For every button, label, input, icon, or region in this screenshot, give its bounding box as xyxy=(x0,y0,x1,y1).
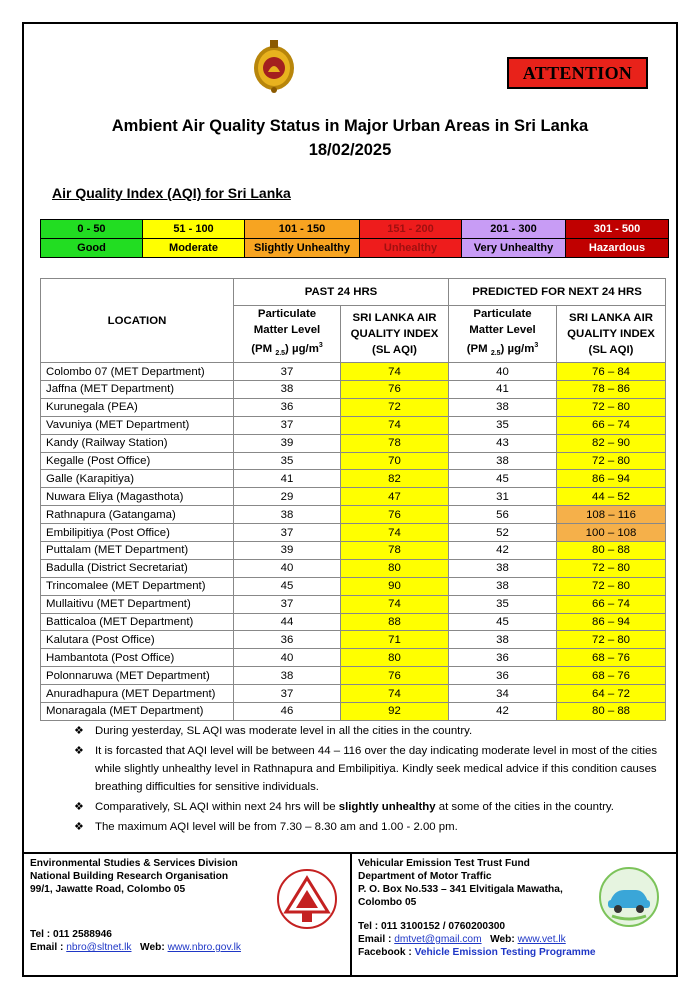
pm-next-cell: 38 xyxy=(449,577,557,595)
pm-past-cell: 37 xyxy=(234,524,341,542)
table-row xyxy=(41,631,666,649)
aqi-next-cell: 80 – 88 xyxy=(557,541,666,559)
nbro-web-link[interactable]: www.nbro.gov.lk xyxy=(167,942,241,953)
aqi-next-cell: 80 – 88 xyxy=(557,703,666,721)
aqi-section-heading: Air Quality Index (AQI) for Sri Lanka xyxy=(52,185,291,201)
aqi-past-cell: 71 xyxy=(341,631,449,649)
vet-email-link[interactable]: dmtvet@gmail.com xyxy=(394,934,482,945)
pm-next-cell: 35 xyxy=(449,595,557,613)
table-row xyxy=(41,488,666,506)
pm-next-cell: 34 xyxy=(449,685,557,703)
aqi-next-cell: 44 – 52 xyxy=(557,488,666,506)
location-cell: Mullaitivu (MET Department) xyxy=(41,595,234,613)
table-row xyxy=(41,667,666,685)
legend-range: 51 - 100 xyxy=(143,220,245,239)
location-cell: Jaffna (MET Department) xyxy=(41,380,234,398)
pm-past-cell: 40 xyxy=(234,559,341,577)
legend-label: Very Unhealthy xyxy=(462,239,566,258)
aqi-past-cell: 88 xyxy=(341,613,449,631)
location-cell: Nuwara Eliya (Magasthota) xyxy=(41,488,234,506)
legend-label: Slightly Unhealthy xyxy=(245,239,360,258)
pm-next-cell: 31 xyxy=(449,488,557,506)
pm-next-cell: 45 xyxy=(449,470,557,488)
pm-past-cell: 39 xyxy=(234,541,341,559)
pm-next-cell: 36 xyxy=(449,649,557,667)
aqi-next-cell: 66 – 74 xyxy=(557,416,666,434)
location-cell: Puttalam (MET Department) xyxy=(41,541,234,559)
aqi-next-cell: 76 – 84 xyxy=(557,363,666,381)
aqi-past-cell: 80 xyxy=(341,649,449,667)
location-cell: Badulla (District Secretariat) xyxy=(41,559,234,577)
pm-next-cell: 35 xyxy=(449,416,557,434)
table-row xyxy=(41,703,666,721)
location-cell: Galle (Karapitiya) xyxy=(41,470,234,488)
location-cell: Polonnaruwa (MET Department) xyxy=(41,667,234,685)
legend-label: Good xyxy=(41,239,143,258)
legend-range: 0 - 50 xyxy=(41,220,143,239)
legend-range: 101 - 150 xyxy=(245,220,360,239)
pm-next-cell: 52 xyxy=(449,524,557,542)
aqi-past-cell: 74 xyxy=(341,416,449,434)
table-row xyxy=(41,595,666,613)
aqi-past-cell: 47 xyxy=(341,488,449,506)
aqi-next-cell: 68 – 76 xyxy=(557,649,666,667)
pm-next-cell: 45 xyxy=(449,613,557,631)
pm-past-cell: 35 xyxy=(234,452,341,470)
pm-past-cell: 29 xyxy=(234,488,341,506)
aqi-next-cell: 66 – 74 xyxy=(557,595,666,613)
nbro-address: Environmental Studies & Services Division National Building Research Organisation 99/1, Jawatte Road, Colombo 05 xyxy=(30,858,238,895)
pm-past-cell: 37 xyxy=(234,685,341,703)
pm-next-cell: 38 xyxy=(449,631,557,649)
table-row xyxy=(41,380,666,398)
notes-list xyxy=(74,722,664,838)
vet-facebook-link[interactable]: Vehicle Emission Testing Programme xyxy=(414,947,596,958)
location-cell: Embilipitiya (Post Office) xyxy=(41,524,234,542)
nbro-email-link[interactable]: nbro@sltnet.lk xyxy=(66,942,132,953)
pm-next-cell: 43 xyxy=(449,434,557,452)
pm-next-cell: 36 xyxy=(449,667,557,685)
report-date: 18/02/2025 xyxy=(308,141,392,159)
aqi-past-cell: 80 xyxy=(341,559,449,577)
pm-next-cell: 38 xyxy=(449,398,557,416)
location-cell: Kegalle (Post Office) xyxy=(41,452,234,470)
table-row xyxy=(41,649,666,667)
vet-address: Vehicular Emission Test Trust Fund Department of Motor Traffic P. O. Box No.533 – 341 Elvitigala Mawatha, Colombo 05 xyxy=(358,858,563,908)
aqi-past-cell: 76 xyxy=(341,506,449,524)
pm-past-cell: 46 xyxy=(234,703,341,721)
location-cell: Rathnapura (Gatangama) xyxy=(41,506,234,524)
legend-label: Unhealthy xyxy=(360,239,462,258)
sri-lanka-emblem-icon xyxy=(252,38,296,94)
nbro-logo-icon xyxy=(276,868,338,930)
aqi-next-cell: 68 – 76 xyxy=(557,667,666,685)
location-cell: Vavuniya (MET Department) xyxy=(41,416,234,434)
legend-range: 301 - 500 xyxy=(566,220,669,239)
footer-column-divider xyxy=(350,852,352,977)
aqi-next-cell: 64 – 72 xyxy=(557,685,666,703)
aqi-next-cell: 72 – 80 xyxy=(557,577,666,595)
pm-past-cell: 38 xyxy=(234,506,341,524)
location-cell: Trincomalee (MET Department) xyxy=(41,577,234,595)
aqi-past-cell: 74 xyxy=(341,524,449,542)
table-row xyxy=(41,559,666,577)
aqi-past-cell: 74 xyxy=(341,363,449,381)
aqi-next-cell: 86 – 94 xyxy=(557,613,666,631)
aqi-next-cell: 72 – 80 xyxy=(557,559,666,577)
aqi-past-cell: 74 xyxy=(341,685,449,703)
nbro-contact: Tel : 011 2588946 Email : nbro@sltnet.lk Web: www.nbro.gov.lk xyxy=(30,929,241,953)
pm-next-cell: 38 xyxy=(449,452,557,470)
table-row xyxy=(41,416,666,434)
aqi-next-cell: 72 – 80 xyxy=(557,398,666,416)
diamond-bullet-icon: ❖ xyxy=(74,745,84,757)
aqi-next-cell: 86 – 94 xyxy=(557,470,666,488)
aqi-next-cell: 82 – 90 xyxy=(557,434,666,452)
aqi-past-cell: 70 xyxy=(341,452,449,470)
page-title: Ambient Air Quality Status in Major Urban Areas in Sri Lanka xyxy=(111,117,589,135)
vet-web-link[interactable]: www.vet.lk xyxy=(517,934,566,945)
aqi-past-cell: 90 xyxy=(341,577,449,595)
location-cell: Monaragala (MET Department) xyxy=(41,703,234,721)
vet-car-logo-icon xyxy=(598,866,660,928)
diamond-bullet-icon: ❖ xyxy=(74,801,84,813)
table-row xyxy=(41,434,666,452)
table-row xyxy=(41,452,666,470)
table-row xyxy=(41,506,666,524)
pm-past-cell: 39 xyxy=(234,434,341,452)
location-cell: Colombo 07 (MET Department) xyxy=(41,363,234,381)
location-cell: Batticaloa (MET Department) xyxy=(41,613,234,631)
aqi-past-cell: 76 xyxy=(341,380,449,398)
pm-next-cell: 40 xyxy=(449,363,557,381)
diamond-bullet-icon: ❖ xyxy=(74,725,84,737)
attention-banner: ATTENTION xyxy=(507,57,648,89)
legend-range: 201 - 300 xyxy=(462,220,566,239)
aqi-past-cell: 76 xyxy=(341,667,449,685)
pm-past-cell: 44 xyxy=(234,613,341,631)
table-row xyxy=(41,524,666,542)
legend-label: Hazardous xyxy=(566,239,669,258)
aqi-next-cell: 108 – 116 xyxy=(557,506,666,524)
location-cell: Kurunegala (PEA) xyxy=(41,398,234,416)
note-item: ❖ During yesterday, SL AQI was moderate level in all the cities in the country. xyxy=(74,722,664,740)
pm-past-cell: 38 xyxy=(234,667,341,685)
aqi-next-cell: 100 – 108 xyxy=(557,524,666,542)
next-24-header: PREDICTED FOR NEXT 24 HRS xyxy=(449,279,666,306)
location-header: LOCATION xyxy=(41,279,234,363)
pm-past-cell: 45 xyxy=(234,577,341,595)
pm-past-cell: 37 xyxy=(234,595,341,613)
note-item: ❖ The maximum AQI level will be from 7.30 – 8.30 am and 1.00 - 2.00 pm. xyxy=(74,818,664,836)
location-cell: Kalutara (Post Office) xyxy=(41,631,234,649)
aqi-table xyxy=(40,278,666,721)
aqi-next-cell: 72 – 80 xyxy=(557,452,666,470)
pm-next-cell: 41 xyxy=(449,380,557,398)
pm-past-cell: 40 xyxy=(234,649,341,667)
vet-contact: Tel : 011 3100152 / 0760200300 Email : dmtvet@gmail.com Web: www.vet.lk Facebook : Vehicle Emission Testing Programme xyxy=(358,921,596,958)
table-row xyxy=(41,541,666,559)
aqi-legend xyxy=(40,219,669,258)
pm-past-header: Particulate Matter Level (PM $_{2.5}$) $\mu g/m^3$ xyxy=(234,306,341,363)
past-24-header: PAST 24 HRS xyxy=(234,279,449,306)
pm-past-cell: 37 xyxy=(234,363,341,381)
table-row xyxy=(41,398,666,416)
pm-past-cell: 36 xyxy=(234,398,341,416)
diamond-bullet-icon: ❖ xyxy=(74,821,84,833)
aqi-past-cell: 74 xyxy=(341,595,449,613)
table-row xyxy=(41,613,666,631)
pm-past-cell: 41 xyxy=(234,470,341,488)
aqi-next-cell: 78 – 86 xyxy=(557,380,666,398)
table-row xyxy=(41,470,666,488)
aqi-past-header: SRI LANKA AIR QUALITY INDEX (SL AQI) xyxy=(341,306,449,363)
table-row xyxy=(41,577,666,595)
aqi-next-header: SRI LANKA AIR QUALITY INDEX (SL AQI) xyxy=(557,306,666,363)
location-cell: Hambantota (Post Office) xyxy=(41,649,234,667)
location-cell: Anuradhapura (MET Department) xyxy=(41,685,234,703)
aqi-past-cell: 92 xyxy=(341,703,449,721)
location-cell: Kandy (Railway Station) xyxy=(41,434,234,452)
table-row xyxy=(41,685,666,703)
pm-next-cell: 56 xyxy=(449,506,557,524)
pm-next-cell: 42 xyxy=(449,541,557,559)
table-row xyxy=(41,363,666,381)
note-item: ❖ Comparatively, SL AQI within next 24 hrs will be slightly unhealthy at some of the cities in the country. xyxy=(74,798,664,816)
pm-next-cell: 38 xyxy=(449,559,557,577)
legend-label: Moderate xyxy=(143,239,245,258)
aqi-next-cell: 72 – 80 xyxy=(557,631,666,649)
aqi-past-cell: 72 xyxy=(341,398,449,416)
aqi-past-cell: 78 xyxy=(341,434,449,452)
note-item: ❖ It is forcasted that AQI level will be between 44 – 116 over the day indicating moderate level in most of the cities while slightly unhealthy level in Rathnapura and Embilipitiya. Kindly seek medical advice if this condition causes breathing difficulties for sensitive individuals. xyxy=(74,742,664,796)
aqi-past-cell: 82 xyxy=(341,470,449,488)
pm-next-cell: 42 xyxy=(449,703,557,721)
pm-past-cell: 36 xyxy=(234,631,341,649)
legend-range: 151 - 200 xyxy=(360,220,462,239)
pm-past-cell: 38 xyxy=(234,380,341,398)
pm-past-cell: 37 xyxy=(234,416,341,434)
pm-next-header: Particulate Matter Level (PM $_{2.5}$) $\mu g/m^3$ xyxy=(449,306,557,363)
aqi-past-cell: 78 xyxy=(341,541,449,559)
